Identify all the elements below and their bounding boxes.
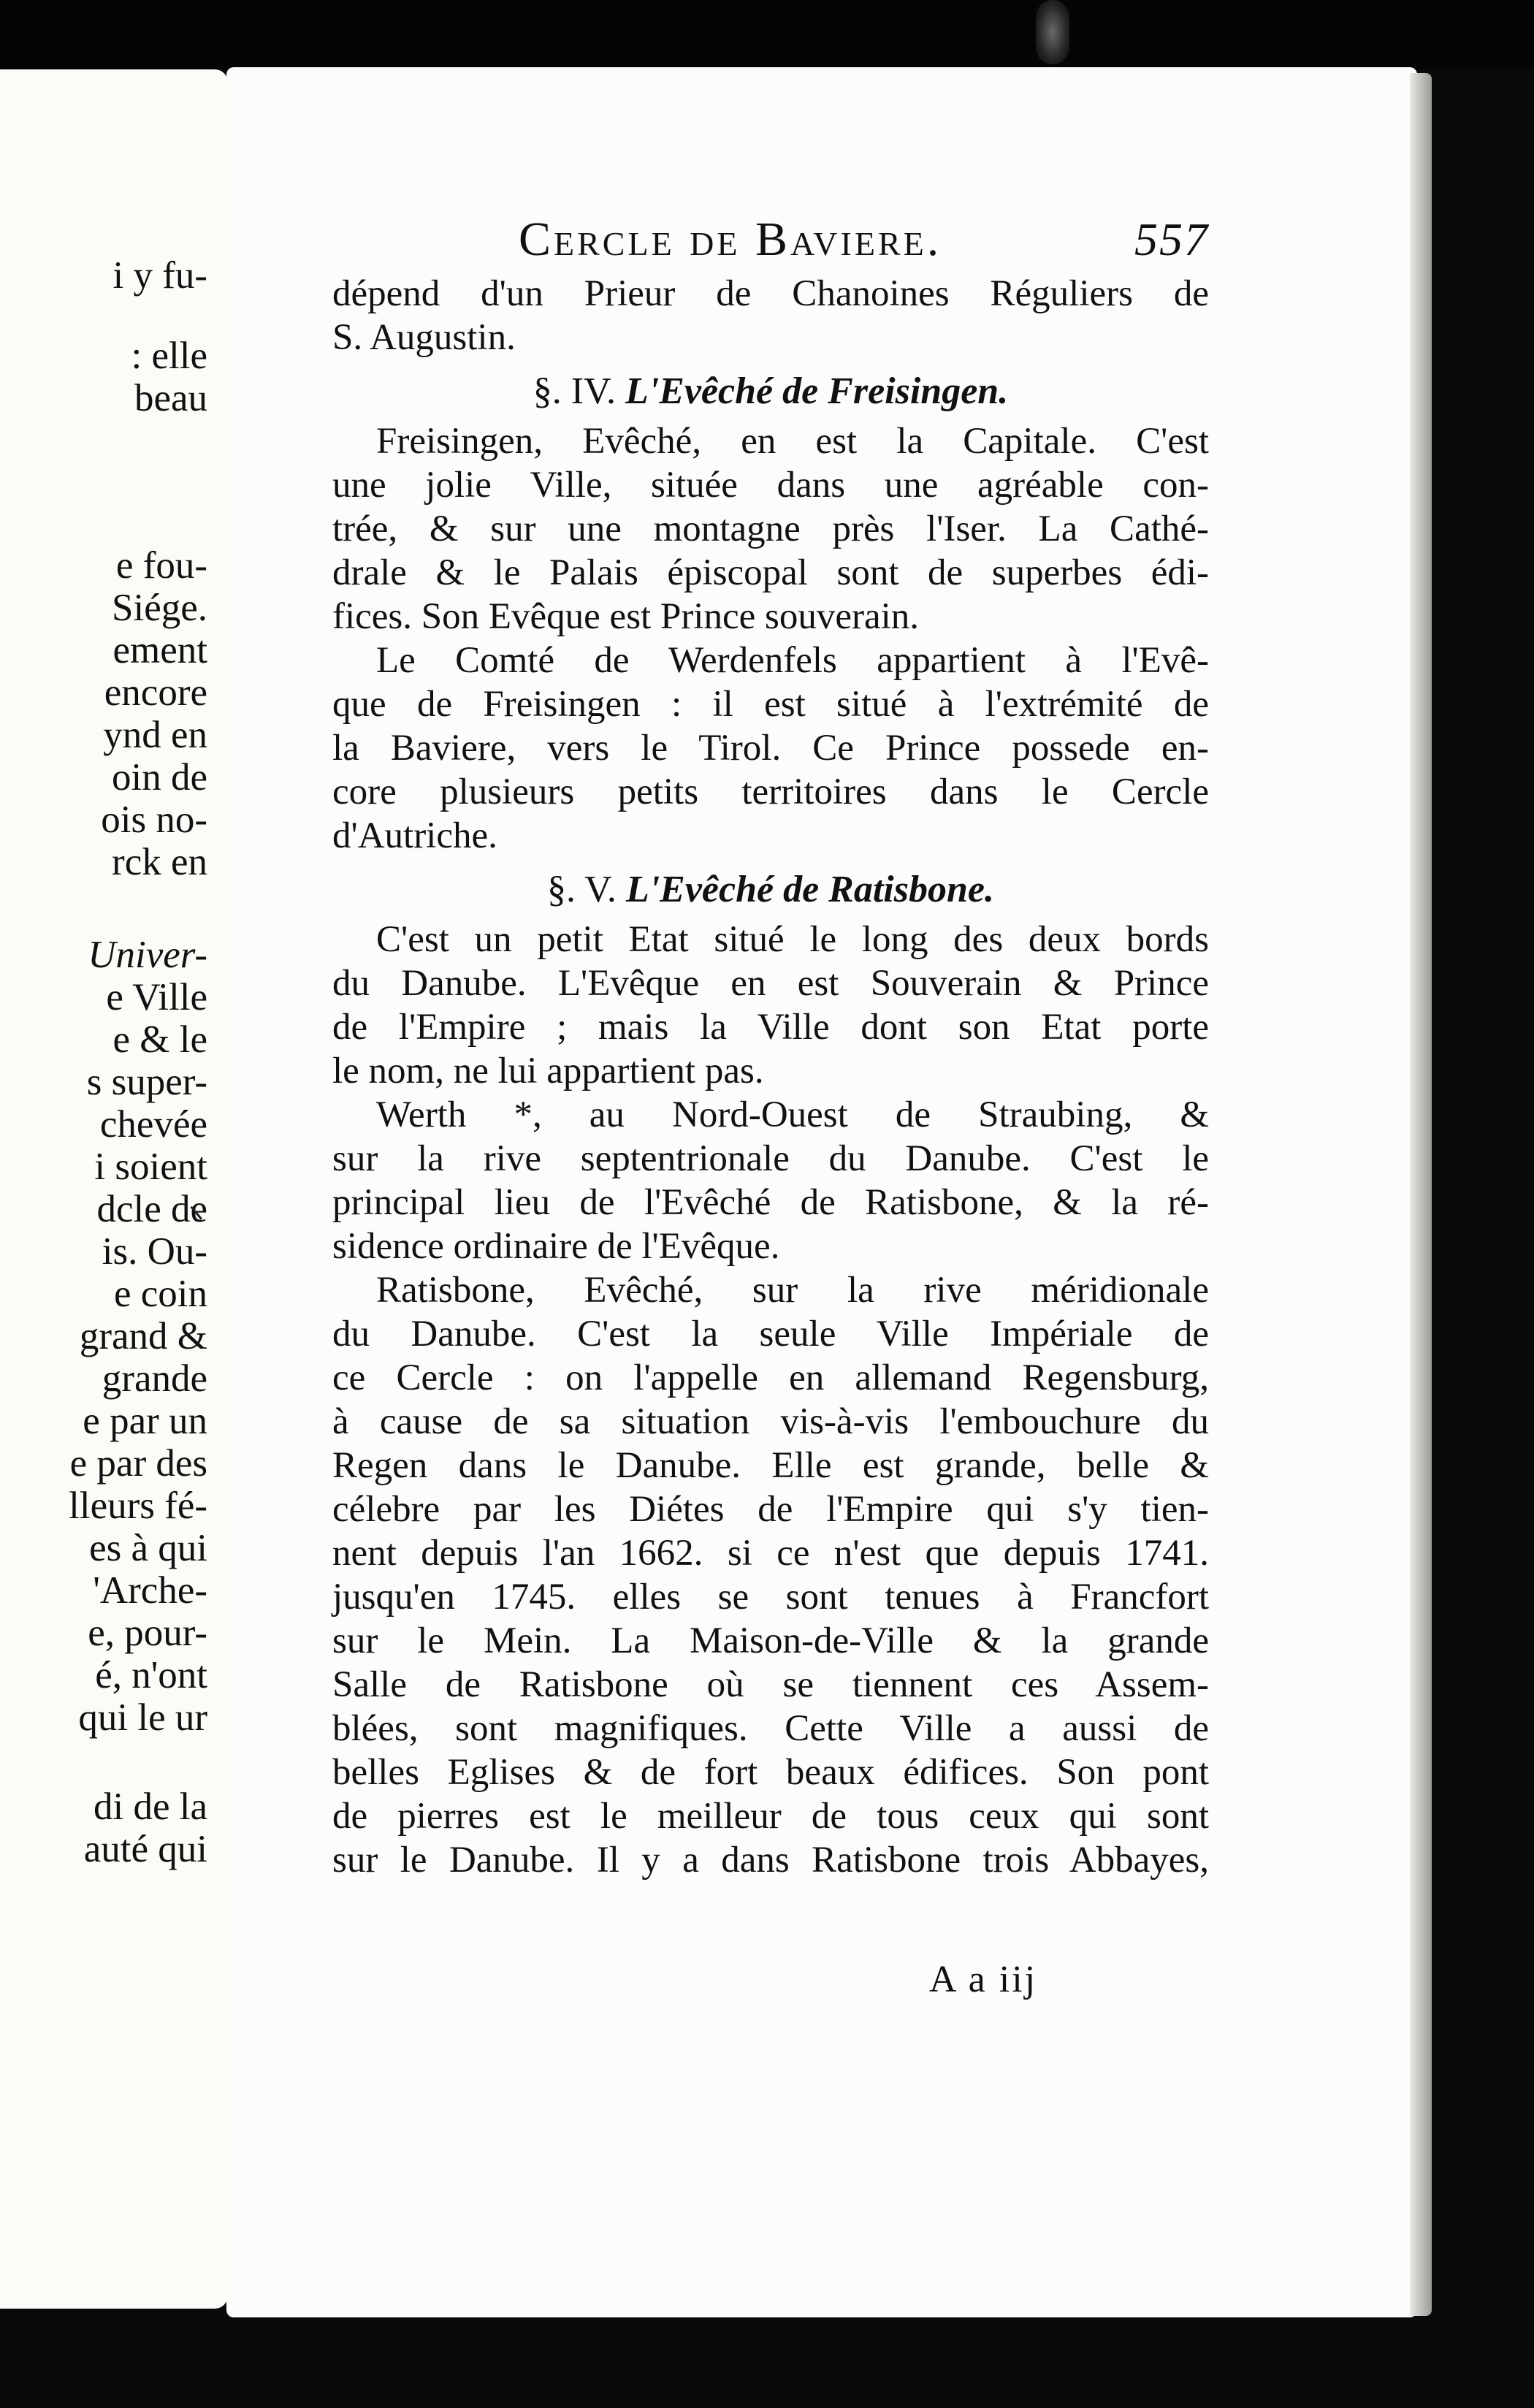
text-line: du Danube. C'est la seule Ville Impériale de [332,1314,1209,1354]
text-line: de l'Empire ; mais la Ville dont son Etat porte [332,1007,1209,1048]
left-page-fragment: qui le ur [78,1696,207,1739]
left-page-fragment: rck en [112,841,207,883]
left-page-fragment: lleurs fé- [69,1485,207,1527]
scan-glare [1036,0,1069,64]
section-number: §. V. [547,869,617,910]
left-page-fragment: e, pour- [88,1612,207,1654]
page-body [332,272,1209,1882]
text-line: S. Augustin. [332,317,516,358]
left-page-fragment: e fou- [115,544,207,587]
text-line: Salle de Ratisbone où se tiennent ces Assem- [332,1664,1209,1705]
left-page-fragment: is. Ou- [102,1230,207,1273]
left-page-fragment: : elle [131,335,207,377]
text-line: Werth *, au Nord-Ouest de Straubing, & [376,1094,1209,1135]
left-page-fragment: ois no- [101,799,207,841]
signature-mark: A a iij [929,1959,1038,2000]
section-title: L'Evêché de Freisingen. [625,370,1009,412]
text-line: fices. Son Evêque est Prince souverain. [332,596,920,637]
text-line: ce Cercle : on l'appelle en allemand Regensburg, [332,1357,1209,1398]
left-page-fragment: ynd en [103,714,207,756]
left-page-fragment: e Ville [106,976,207,1018]
left-page-fragment: di de la [94,1786,207,1828]
left-page-fragment: e par des [69,1442,207,1485]
left-page-fragment: Siége. [112,587,207,629]
left-page-fragment: dcle de [96,1188,207,1230]
text-line: du Danube. L'Evêque en est Souverain & Prince [332,963,1209,1004]
text-line: Regen dans le Danube. Elle est grande, belle & [332,1445,1209,1486]
left-page-fragment: s super- [86,1061,207,1103]
text-line: que de Freisingen : il est situé à l'extrémité de [332,684,1209,725]
text-line: core plusieurs petits territoires dans le Cercle [332,771,1209,812]
page-edge-shadow [1410,73,1432,2316]
text-line: sur le Danube. Il y a dans Ratisbone trois Abbayes, [332,1840,1209,1881]
text-line: célebre par les Diétes de l'Empire qui s'y tien- [332,1489,1209,1530]
text-line: sur le Mein. La Maison-de-Ville & la grande [332,1620,1209,1661]
running-head [332,212,1209,272]
left-page-fragment: beau [134,377,207,419]
left-page-fragment: auté qui [83,1828,207,1870]
left-page-fragment: es à qui [89,1527,207,1569]
text-line: principal lieu de l'Evêché de Ratisbone, & la ré- [332,1182,1209,1223]
left-page-fragment: 'Arche- [93,1569,207,1612]
section-number: §. IV. [533,370,616,412]
left-page-fragment: i y fu- [112,254,207,297]
text-line: sidence ordinaire de l'Evêque. [332,1226,780,1267]
section-heading [332,367,1209,416]
text-line: le nom, ne lui appartient pas. [332,1051,764,1091]
text-line: à cause de sa situation vis-à-vis l'embouchure du [332,1401,1209,1442]
text-line: blées, sont magnifiques. Cette Ville a aussi de [332,1708,1209,1749]
text-line: la Baviere, vers le Tirol. Ce Prince possede en- [332,728,1209,769]
text-line: sur la rive septentrionale du Danube. C'est le [332,1138,1209,1179]
text-line: nent depuis l'an 1662. si ce n'est que depuis 1741. [332,1533,1209,1574]
text-line: Le Comté de Werdenfels appartient à l'Evê- [376,640,1209,681]
left-page-fragment: oin de [112,756,207,799]
text-line: Ratisbone, Evêché, sur la rive méridionale [376,1270,1209,1311]
left-facing-page [0,69,228,2309]
text-line: trée, & sur une montagne près l'Iser. La Cathé- [332,508,1209,549]
text-line: C'est un petit Etat situé le long des deux bords [376,919,1209,960]
text-line: jusqu'en 1745. elles se sont tenues à Francfort [332,1577,1209,1618]
left-page-fragment: e coin [113,1273,207,1315]
text-line: dépend d'un Prieur de Chanoines Réguliers de [332,273,1209,314]
section-title: L'Evêché de Ratisbone. [625,869,994,910]
left-page-fragment: grand & [79,1315,207,1357]
text-line: belles Eglises & de fort beaux édifices. Son pont [332,1752,1209,1793]
left-page-fragment: encore [104,671,207,714]
left-page-fragment: ement [112,629,207,671]
text-line: d'Autriche. [332,815,497,856]
left-page-fragment: é, n'ont [95,1654,207,1696]
text-line: drale & le Palais épiscopal sont de superbes édi- [332,552,1209,593]
scan-background [0,0,1534,69]
text-line: Freisingen, Evêché, en est la Capitale. C'est [376,421,1209,462]
text-line: de pierres est le meilleur de tous ceux qui sont [332,1796,1209,1837]
left-page-fragment: e par un [83,1400,207,1442]
left-page-fragment: i soient [94,1146,207,1188]
left-page-fragment: grande [102,1357,207,1400]
left-page-fragment: chevée [99,1103,207,1146]
left-page-fragment: Univer- [88,934,207,976]
page-text-block [332,212,1209,1882]
text-line: une jolie Ville, située dans une agréable con- [332,465,1209,506]
left-page-fragment: e & le [112,1018,207,1061]
section-heading [332,865,1209,915]
page-number: 557 [1134,213,1209,265]
running-head-title: Cercle de Baviere. [519,213,942,266]
